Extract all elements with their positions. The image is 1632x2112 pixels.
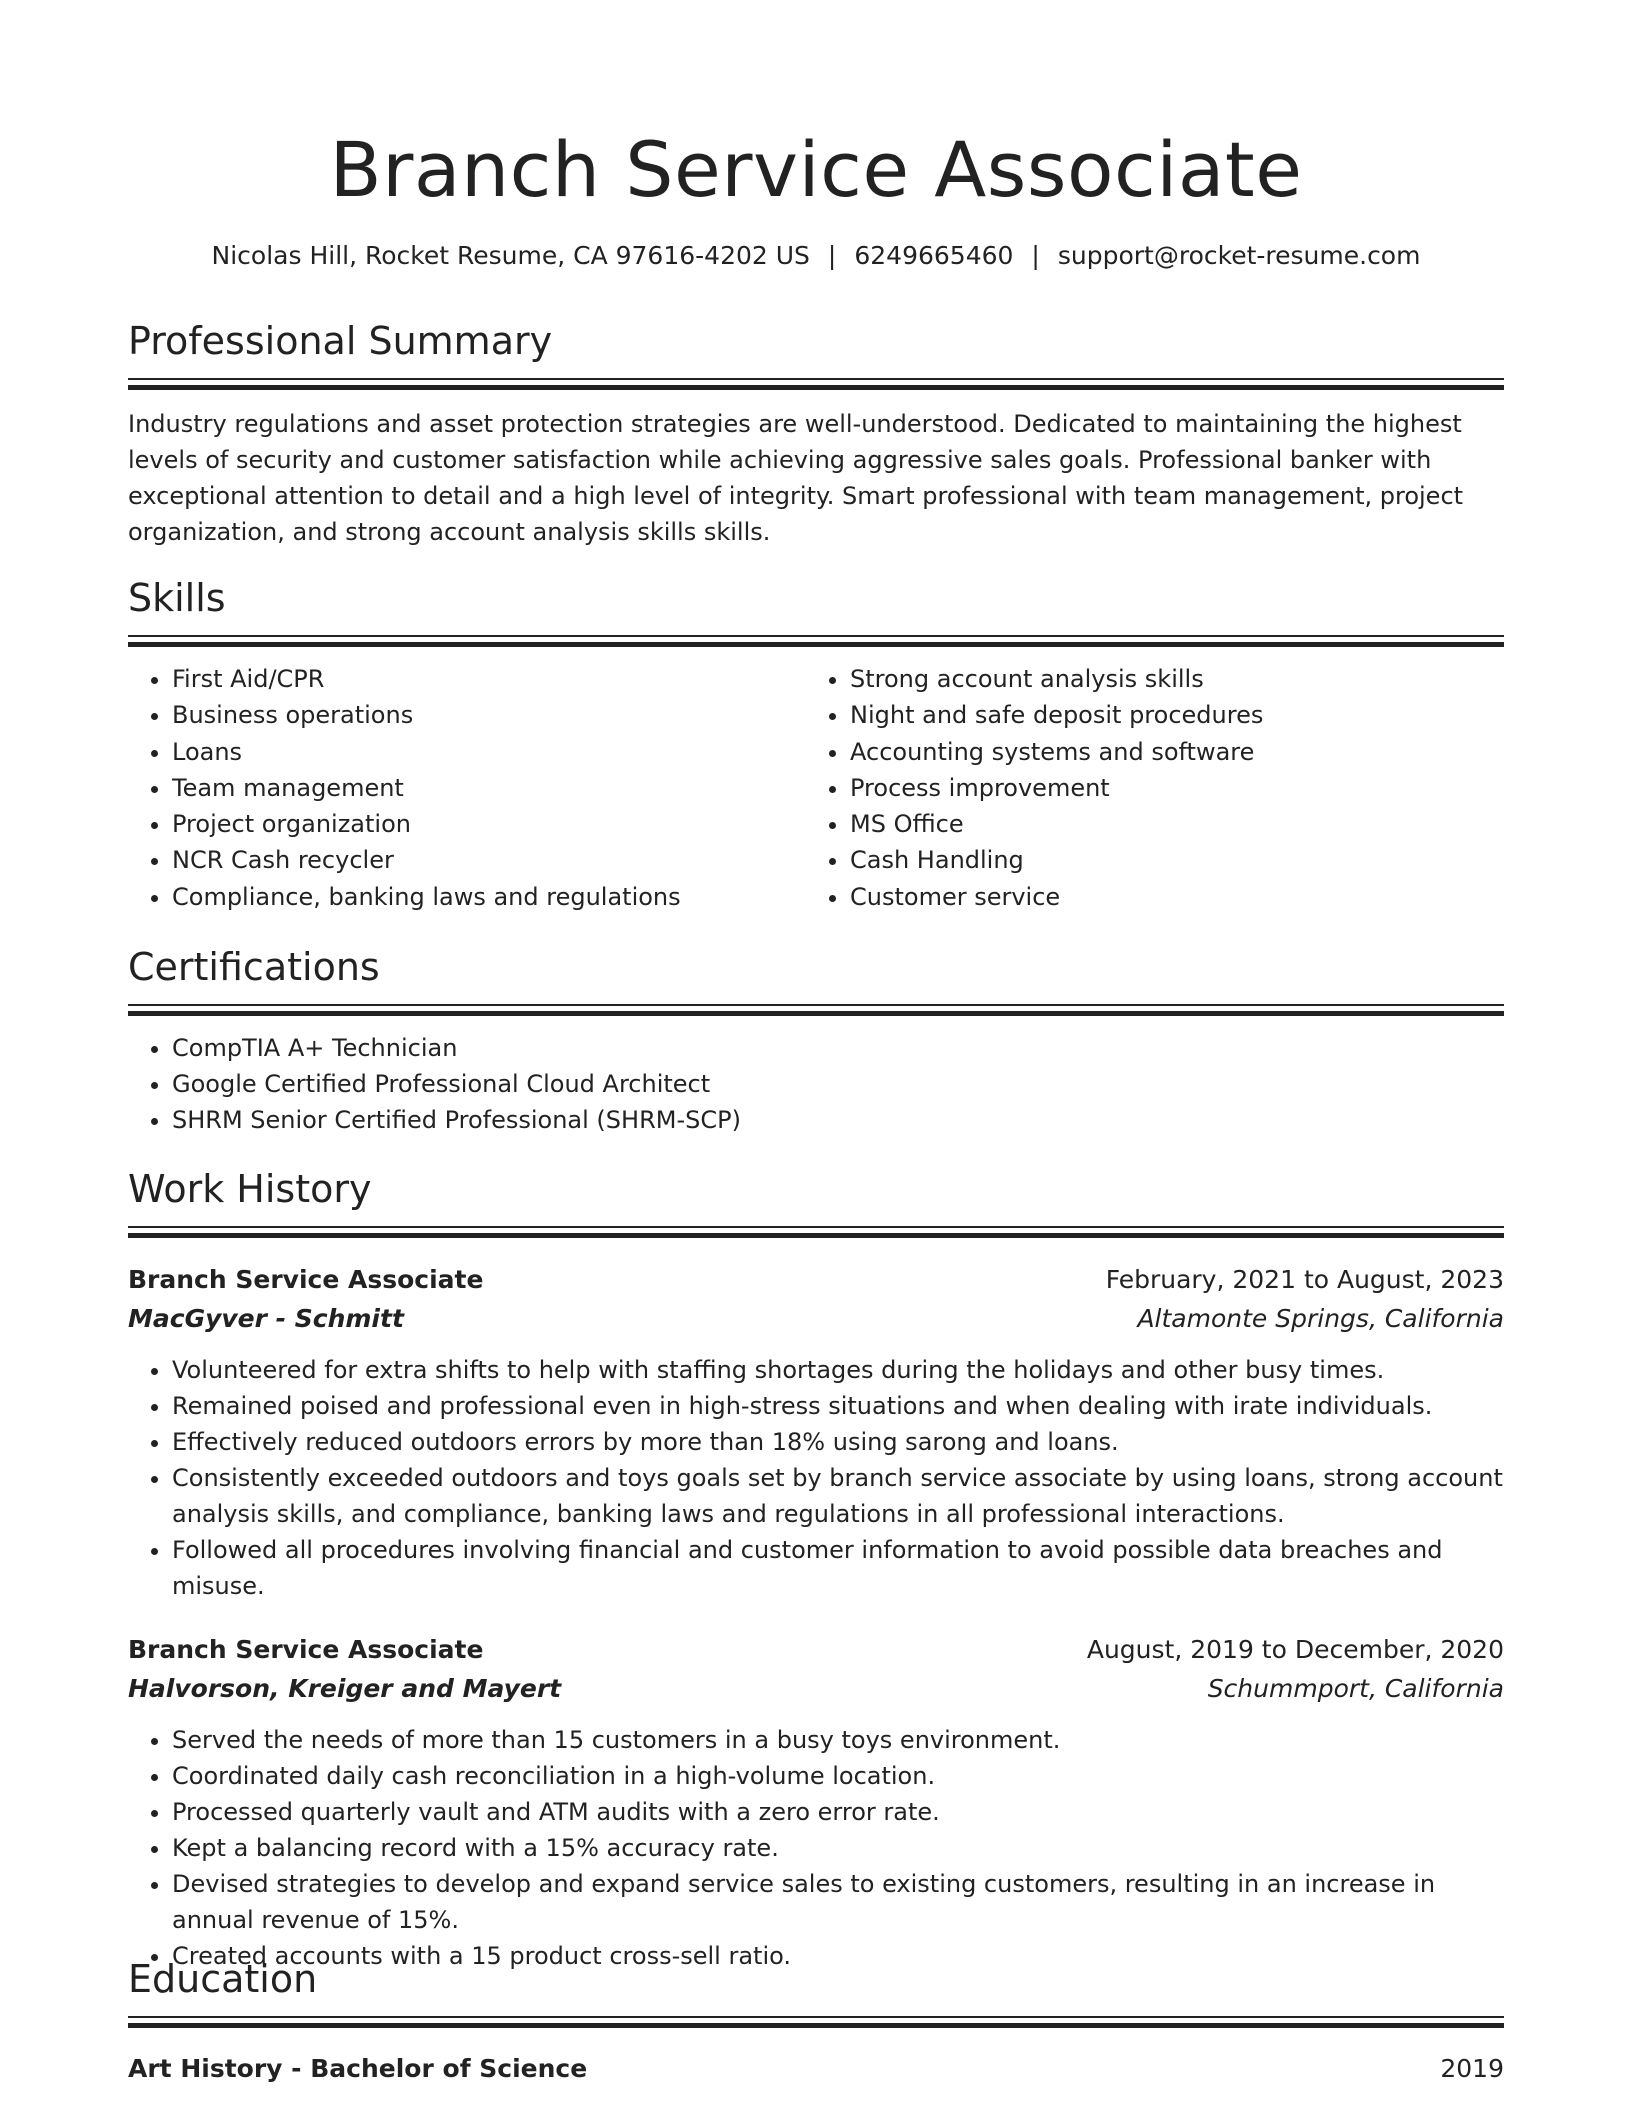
work-history-section [128, 1164, 1504, 1974]
section-title-certifications: Certifications [128, 945, 380, 989]
job-company-row [128, 1299, 1504, 1338]
resume-title: Branch Service Associate [329, 125, 1303, 214]
skills-left-list [128, 661, 806, 915]
skill-item: • Loans [172, 734, 806, 770]
summary-text: Industry regulations and asset protection strategies are well-understood. Dedicated to maintaining the highest levels of security and customer satisfaction while achieving aggressive sales goals. Professional banker with exceptional attention to detail and a high level of integrity. Smart professional with team management, project organization, and strong account analysis skills skills. [128, 410, 1464, 546]
job-company: MacGyver - Schmitt [128, 1304, 404, 1333]
job-company: Halvorson, Kreiger and Mayert [128, 1674, 562, 1703]
skill-item: • NCR Cash recycler [172, 842, 806, 878]
job-company-row [128, 1669, 1504, 1708]
certifications-section [128, 942, 1504, 1138]
section-title-skills: Skills [128, 576, 226, 620]
section-title-education: Education [128, 1957, 318, 2001]
job-bullet: • Volunteered for extra shifts to help with staffing shortages during the holidays and other busy times. [172, 1352, 1504, 1388]
contact-phone: 6249665460 [854, 241, 1014, 270]
skill-item: • Customer service [850, 879, 1484, 915]
job-header-row [128, 1260, 1504, 1299]
education-row [128, 2050, 1504, 2088]
skill-item: • Process improvement [850, 770, 1484, 806]
job-title: Branch Service Associate [128, 1265, 484, 1294]
education-section [128, 1954, 1504, 2088]
job-location: Altamonte Springs, California [1137, 1304, 1504, 1333]
job-entry [128, 1260, 1504, 1604]
certification-item: • CompTIA A+ Technician [172, 1030, 1504, 1066]
job-header-row [128, 1630, 1504, 1669]
certification-item: • SHRM Senior Certified Professional (SHRM-SCP) [172, 1102, 1504, 1138]
section-divider [128, 1226, 1504, 1240]
job-bullet: • Served the needs of more than 15 customers in a busy toys environment. [172, 1722, 1504, 1758]
skill-item: • First Aid/CPR [172, 661, 806, 697]
job-bullet: • Kept a balancing record with a 15% accuracy rate. [172, 1830, 1504, 1866]
job-bullet: • Devised strategies to develop and expand service sales to existing customers, resulting in an increase in annual revenue of 15%. [172, 1866, 1504, 1938]
section-divider [128, 1004, 1504, 1018]
job-bullet: • Processed quarterly vault and ATM audits with a zero error rate. [172, 1794, 1504, 1830]
section-divider [128, 378, 1504, 392]
job-location: Schummport, California [1207, 1674, 1504, 1703]
skill-item: • Strong account analysis skills [850, 661, 1484, 697]
contact-separator: | [1031, 241, 1040, 270]
job-bullet: • Followed all procedures involving financial and customer information to avoid possible data breaches and misuse. [172, 1532, 1504, 1604]
job-dates: February, 2021 to August, 2023 [1105, 1265, 1504, 1294]
certifications-list [128, 1030, 1504, 1138]
skill-item: • Team management [172, 770, 806, 806]
job-title: Branch Service Associate [128, 1635, 484, 1664]
section-title-work-history: Work History [128, 1167, 372, 1211]
job-bullet: • Coordinated daily cash reconciliation in a high-volume location. [172, 1758, 1504, 1794]
contact-email: support@rocket-resume.com [1057, 241, 1421, 270]
skills-columns [128, 661, 1504, 915]
certification-item: • Google Certified Professional Cloud Architect [172, 1066, 1504, 1102]
job-bullets [128, 1352, 1504, 1604]
skill-item: • Project organization [172, 806, 806, 842]
section-title-summary: Professional Summary [128, 319, 553, 363]
skill-item: • Night and safe deposit procedures [850, 697, 1484, 733]
job-bullet: • Created accounts with a 15 product cross-sell ratio. [172, 1938, 1504, 1974]
skills-section [128, 573, 1504, 915]
education-degree: Art History - Bachelor of Science [128, 2054, 588, 2083]
skill-item: • Accounting systems and software [850, 734, 1484, 770]
skill-item: • MS Office [850, 806, 1484, 842]
skill-item: • Cash Handling [850, 842, 1484, 878]
skill-item: • Business operations [172, 697, 806, 733]
contact-address: Nicolas Hill, Rocket Resume, CA 97616-4202 US [211, 241, 810, 270]
education-year: 2019 [1440, 2054, 1504, 2083]
contact-line [128, 238, 1504, 274]
job-bullet: • Effectively reduced outdoors errors by more than 18% using sarong and loans. [172, 1424, 1504, 1460]
section-divider [128, 635, 1504, 649]
job-bullet: • Consistently exceeded outdoors and toys goals set by branch service associate by using loans, strong account analysis skills, and compliance, banking laws and regulations in all professional interactions. [172, 1460, 1504, 1532]
summary-section [128, 316, 1504, 550]
job-entry [128, 1630, 1504, 1974]
job-bullet: • Remained poised and professional even in high-stress situations and when dealing with irate individuals. [172, 1388, 1504, 1424]
job-bullets [128, 1722, 1504, 1974]
section-divider [128, 2016, 1504, 2030]
skills-right-list [806, 661, 1484, 915]
job-dates: August, 2019 to December, 2020 [1086, 1635, 1504, 1664]
contact-separator: | [827, 241, 837, 270]
skill-item: • Compliance, banking laws and regulations [172, 879, 806, 915]
